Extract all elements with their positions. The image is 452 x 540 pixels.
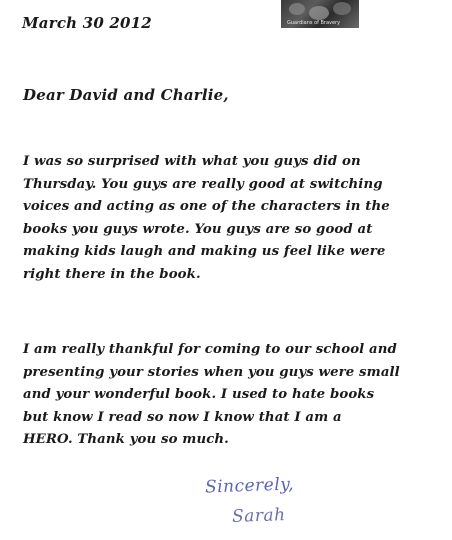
header-photo: [281, 0, 359, 28]
paragraph-2: I am really thankful for coming to our school and presenting your stories when you guys were small and your wonderful book. I used to hate books but know I read so now I know that I am a HERO. Thank you so much.: [23, 342, 400, 448]
header-photo-caption: Guardians of Bravery: [287, 20, 341, 26]
salutation: Dear David and Charlie,: [23, 86, 229, 104]
paragraph-1: I was so surprised with what you guys did on Thursday. You guys are really good at switching voices and acting as one of the characters in the books you guys wrote. You guys are so good at making kids laugh and making us feel like were right there in the book.: [23, 154, 390, 282]
letter-date: March 30 2012: [22, 14, 152, 32]
signoff: Sincerely,: [204, 474, 295, 498]
signature: Sarah: [231, 505, 286, 527]
